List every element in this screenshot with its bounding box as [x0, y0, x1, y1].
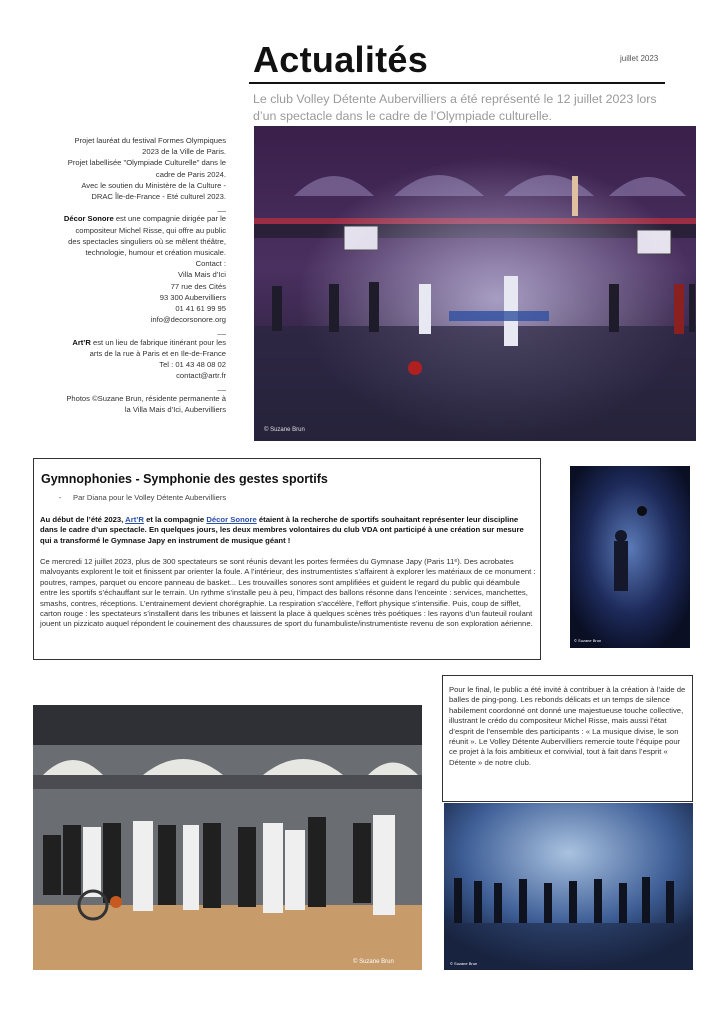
lead-text: et la compagnie	[143, 515, 207, 524]
project-info	[30, 135, 226, 415]
group-image	[33, 705, 422, 970]
info-line: technologie, humour et création musicale.	[85, 248, 226, 258]
info-line: 77 rue des Cités	[170, 281, 226, 291]
title-rule	[249, 82, 665, 84]
photo-credit: © Suzane Brun	[574, 638, 602, 643]
lead-text: Au début de l’été 2023,	[40, 515, 126, 524]
spotlight-photo	[570, 466, 690, 648]
crowd-photo	[444, 803, 693, 970]
final-text: Pour le final, le public a été invité à contribuer à la création à l’aide de balles de ping-pong. Les rebonds délicats et un temps de silence habilement coordonné ont donné une majestueuse touche collective, illustrant le crédo du compositeur Michel Risse, mais aussi l’état d’esprit de l’ensemble des participants : « La musique divise, le son réunit ». Le Volley Détente Aubervilliers remercie toute l’équipe pour ce projet à la fois ambitieux et convivial, tout à fait dans l’esprit « Détente » de notre club.	[449, 685, 686, 767]
photo-credit: © Suzane Brun	[264, 427, 305, 433]
info-line: la Villa Mais d’Ici, Aubervilliers	[124, 404, 226, 414]
info-line: 93 300 Aubervilliers	[159, 292, 226, 302]
spotlight-image	[570, 466, 690, 648]
author-name: Par Diana pour le Volley Détente Aubervilliers	[73, 493, 227, 502]
info-line: 01 41 61 99 95	[175, 304, 226, 314]
decor-sonore-link[interactable]: Décor Sonore	[206, 515, 257, 524]
info-email-link[interactable]: contact@artr.fr	[176, 371, 226, 381]
photo-credit: © Suzane Brun	[353, 959, 394, 965]
info-line: Avec le soutien du Ministère de la Culture -	[81, 180, 226, 190]
separator: __	[217, 326, 226, 336]
info-line: Projet labellisée "Olympiade Culturelle" dans le	[67, 158, 226, 168]
info-line: Tel : 01 43 48 08 02	[159, 360, 226, 370]
artr-intro	[30, 337, 226, 348]
separator: __	[217, 382, 226, 392]
article-lead	[40, 515, 536, 546]
info-line: 2023 de la Ville de Paris.	[142, 147, 226, 157]
lead-text: étaient à la recherche de sportifs souhaitant représenter leur discipline dans le cadre d’un spectacle. En quelques jours, les deux membres volontaires du club VDA ont participé à une création sur mesure qui a transformé le Gymnase Japy en instrument de musique géant !	[40, 515, 524, 545]
article-title: Gymnophonies - Symphonie des gestes sportifs	[41, 472, 328, 486]
info-line: compositeur Michel Risse, qui offre au public	[75, 225, 226, 235]
page-title: Actualités	[253, 39, 429, 80]
info-line: cadre de Paris 2024.	[155, 169, 226, 179]
issue-date: juillet 2023	[620, 54, 659, 63]
group-photo	[33, 705, 422, 970]
crowd-image	[444, 803, 693, 970]
info-line: Photos ©Suzane Brun, résidente permanente à	[66, 393, 226, 403]
article-author	[59, 493, 226, 502]
info-line: Villa Mais d’Ici	[178, 270, 226, 280]
decor-name: Décor Sonore	[63, 214, 114, 224]
info-line: arts de la rue à Paris et en Ile-de-France	[89, 348, 226, 358]
artr-name: Art’R	[72, 337, 91, 347]
info-line: Contact :	[195, 259, 226, 269]
page-subtitle: Le club Volley Détente Aubervilliers a été représenté le 12 juillet 2023 lors d’un spectacle dans le cadre de l’Olympiade culturelle.	[253, 92, 657, 123]
info-line: des spectacles singuliers où se mêlent théâtre,	[68, 236, 226, 246]
gym-performance-image	[254, 126, 696, 441]
separator: __	[217, 203, 226, 213]
info-line: DRAC Île-de-France - Eté culturel 2023.	[91, 192, 226, 202]
author-dash: -	[59, 493, 62, 502]
decor-intro	[30, 213, 226, 224]
artr-link[interactable]: Art’R	[125, 515, 144, 524]
gym-performance-photo	[254, 126, 696, 441]
info-line: Projet lauréat du festival Formes Olympiques	[74, 136, 226, 145]
info-line: est une compagnie dirigée par le	[113, 214, 226, 224]
article-body: Ce mercredi 12 juillet 2023, plus de 300 spectateurs se sont réunis devant les portes fermées du Gymnase Japy (Paris 11ᵉ). Des acrobates malvoyants explorent le toit et finissent par orienter la foule. A l’intérieur, des instrumentistes s’affairent à explorer les matériaux de ce monument : poutres, rampes, parquet ou encore panneau de basket... Les trouvailles sonores sont amplifiées et guident le regard du public qui déambule entre les sportifs s’échauffant sur le terrain. Un rythme s’installe peu à peu, l’impact des ballons résonne dans l’enceinte : services, manchettes, smashs, contres, réceptions. L’entrainement devient chorégraphie. La respiration s’accélère, l’effort physique s’intensifie. Puis, coup de sifflet, carton rouge : les spectateurs s’installent dans les tribunes et laissent la place à quelques scènes très poétiques : les rayons d’un fauteuil roulant jouent un pizzicato auquel répondent le couinement des chaussures de sport du funambuliste/instrumentiste revenu de son exploration aérienne.	[40, 557, 536, 629]
info-email-link[interactable]: info@decorsonore.org	[150, 315, 226, 325]
photo-credit: © Suzane Brun	[450, 961, 478, 966]
info-line: est un lieu de fabrique itinérant pour les	[90, 337, 226, 347]
